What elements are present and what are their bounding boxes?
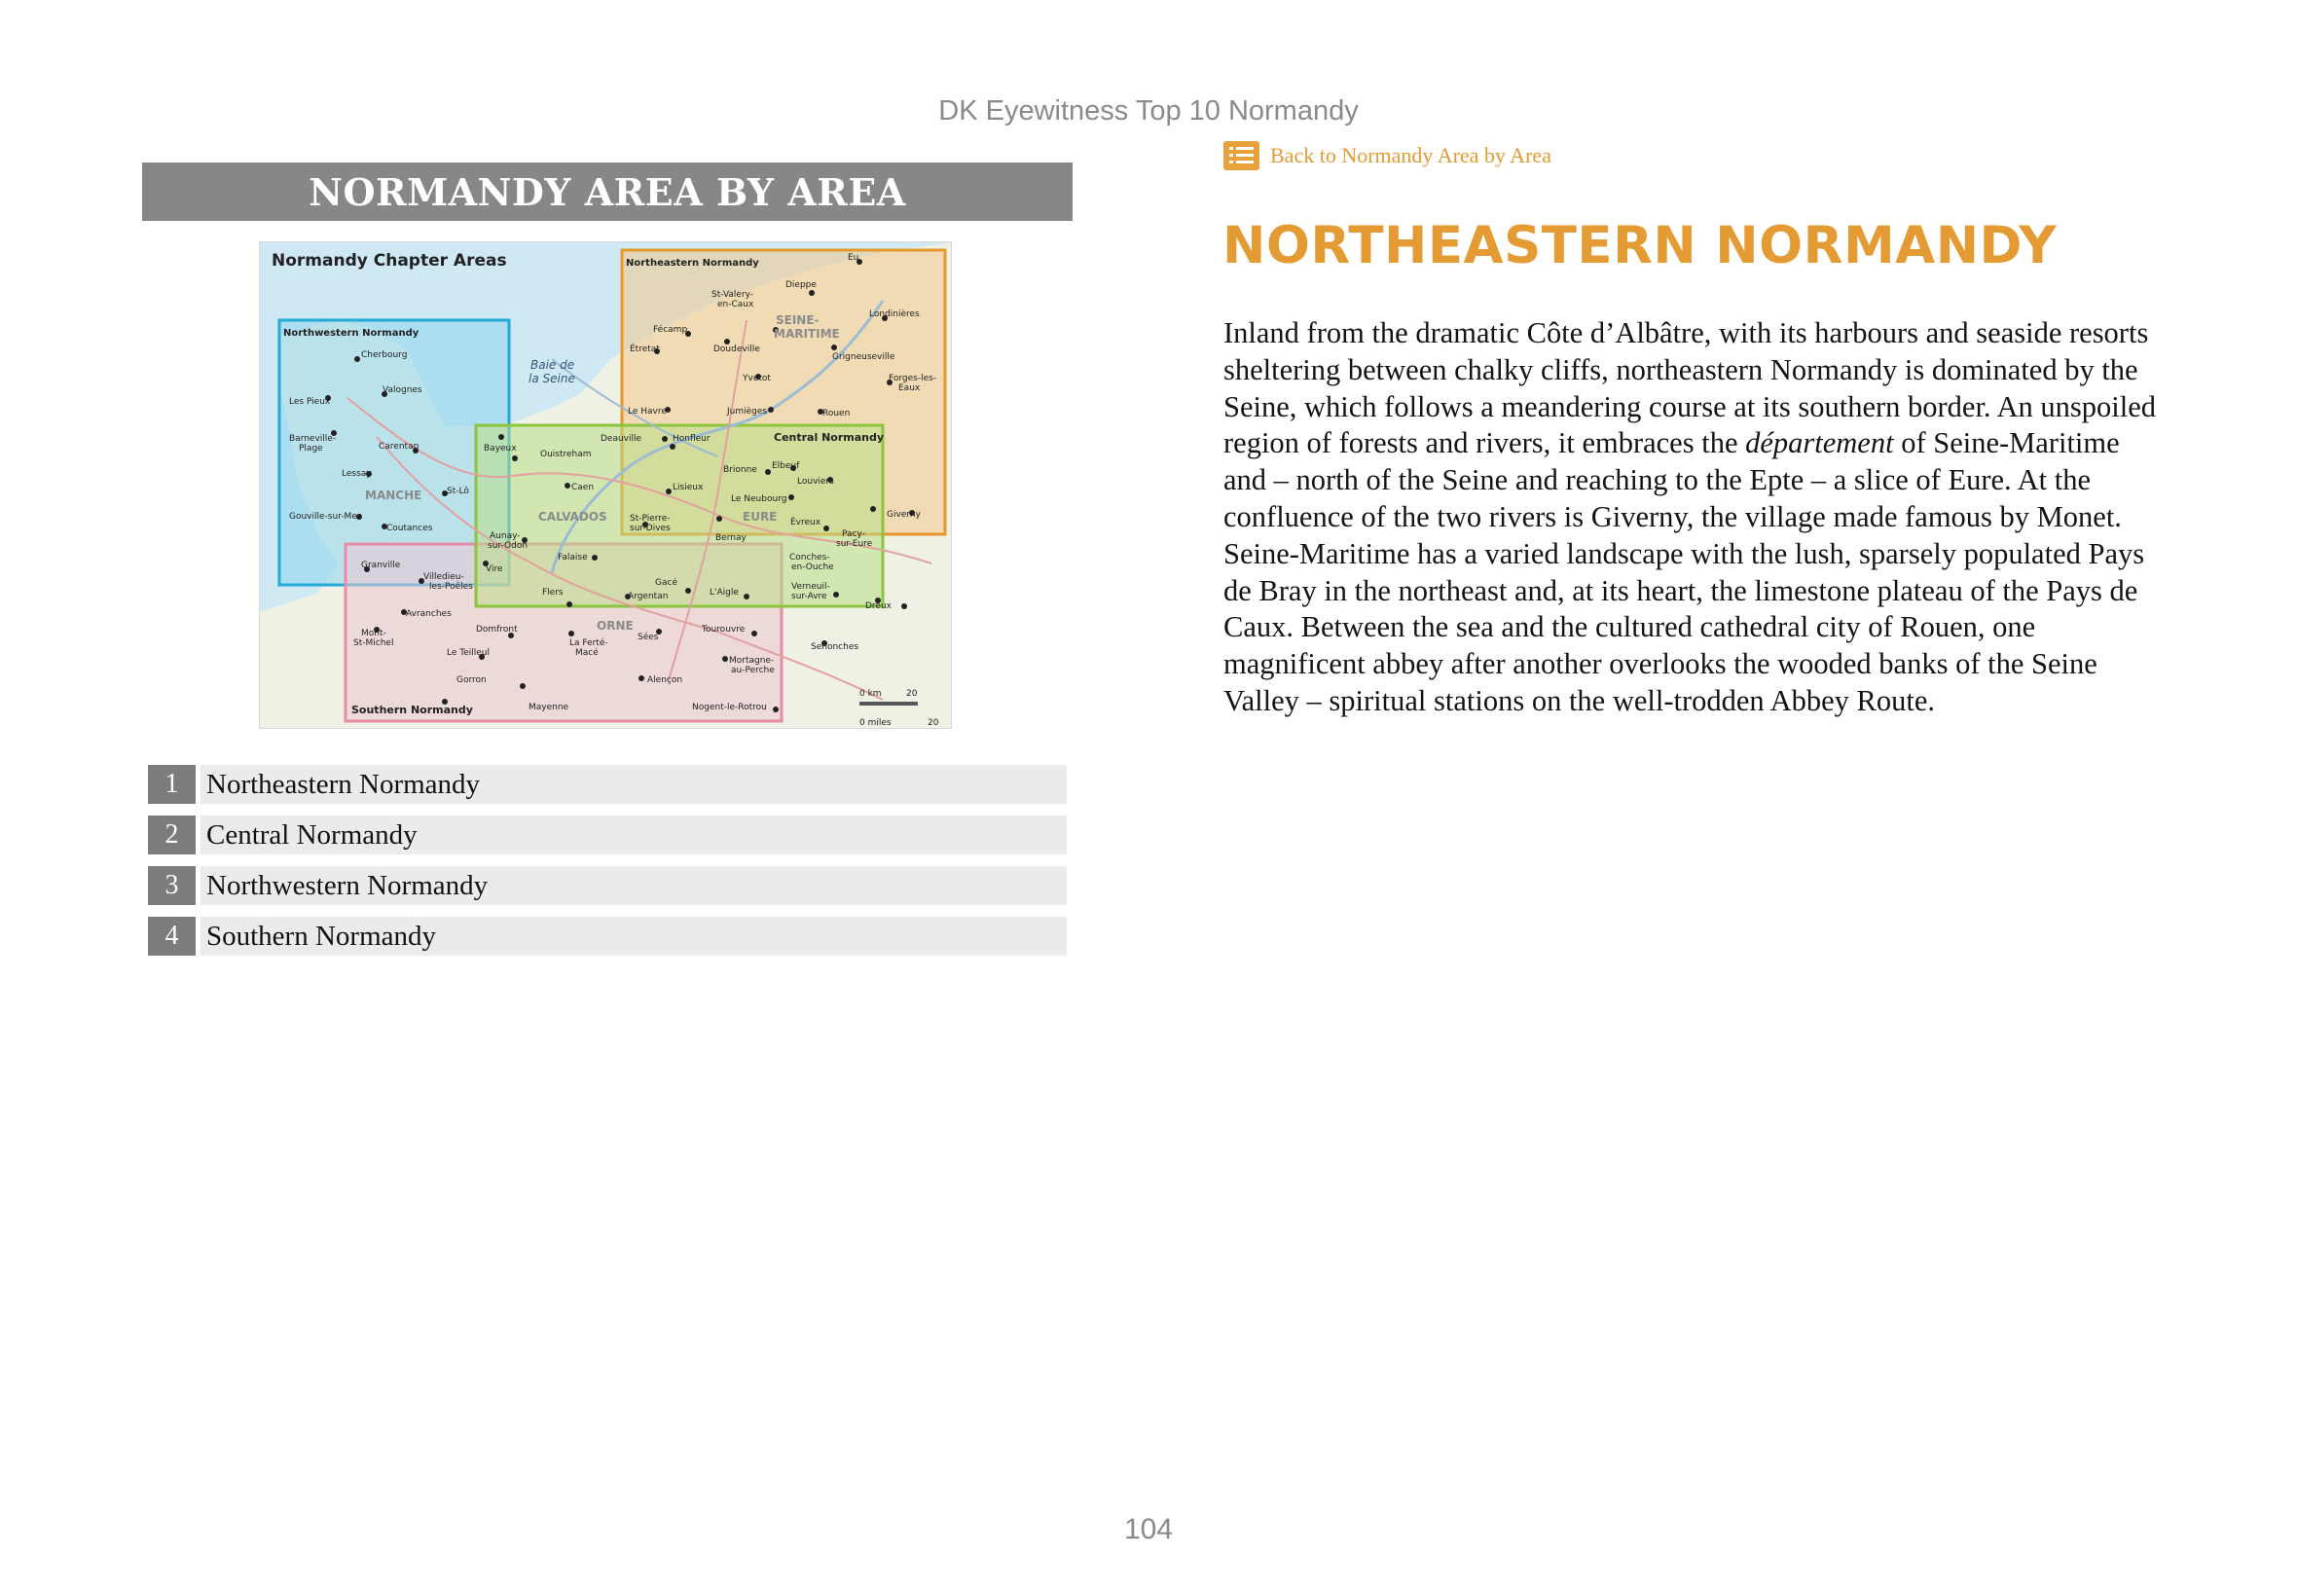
map-town-label: Valognes	[383, 385, 422, 395]
map-town-label: Forges-les-	[889, 374, 937, 383]
area-link-northeastern[interactable]	[148, 765, 1067, 804]
map-scale-label: 0 miles	[859, 718, 892, 728]
area-link-northwestern[interactable]	[148, 866, 1067, 905]
map-town-label: Senonches	[811, 642, 859, 652]
map-town-label: sur-Avre	[791, 592, 827, 601]
area-number: 4	[148, 917, 196, 956]
list-icon	[1223, 141, 1259, 170]
map-town-label: Dieppe	[785, 280, 817, 290]
area-number: 2	[148, 816, 196, 854]
map-town-label: Brionne	[723, 465, 757, 475]
map-town-label: Mayenne	[529, 703, 569, 712]
map-town-label: Macé	[575, 648, 599, 658]
map-town-label: Le Havre	[628, 407, 667, 417]
map-town-label: les-Poêles	[429, 582, 473, 592]
map-town-label: Mortagne-	[729, 656, 775, 666]
map-region-label: Northeastern Normandy	[626, 258, 759, 269]
map-town-label: Elbeuf	[772, 461, 800, 471]
map-department-label: ORNE	[597, 619, 634, 633]
map-town-label: Plage	[299, 444, 323, 453]
page-number: 104	[1123, 1513, 1174, 1545]
area-list	[148, 765, 1067, 967]
map-town-label: St-Lô	[447, 487, 469, 496]
map-town-label: au-Perche	[731, 666, 775, 675]
map-town-label: sur-Eure	[836, 539, 873, 549]
map-department-label: CALVADOS	[538, 510, 607, 524]
map-department-label: MANCHE	[365, 489, 422, 502]
map-department-label: EURE	[743, 510, 778, 524]
map-town-label: Étretat	[630, 345, 660, 354]
map-town-label: Pacy-	[842, 529, 865, 539]
map-town-label: Londinières	[869, 309, 920, 319]
map-town-label: sur-Dives	[630, 524, 671, 533]
map-scale-label: 0 km	[859, 689, 882, 699]
area-number: 1	[148, 765, 196, 804]
map-town-label: Ouistreham	[540, 450, 592, 459]
map-town-label: Lessay	[342, 469, 372, 479]
map-town-label: Bayeux	[484, 444, 517, 453]
map-town-label: Barneville-	[289, 434, 337, 444]
map-town-label: Carentan	[379, 442, 419, 452]
map-town-label: Flers	[542, 588, 564, 598]
area-link-southern[interactable]	[148, 917, 1067, 956]
map-town-label: Bernay	[715, 533, 747, 543]
map-town-label: Eu	[848, 253, 859, 263]
map-town-label: Conches-	[789, 553, 830, 562]
map-scale-bar	[859, 702, 918, 706]
map-town-label: Domfront	[476, 625, 518, 635]
map-town-label: Lisieux	[673, 483, 704, 492]
map-town-label: Vire	[486, 564, 503, 574]
map-town-label: Le Neubourg	[731, 494, 787, 504]
map-scale-value: 20	[928, 718, 939, 728]
area-label: Central Normandy	[201, 816, 1067, 854]
map-town-label: Yvetot	[743, 374, 771, 383]
area-number: 3	[148, 866, 196, 905]
map-sea-label: Baie de	[530, 358, 575, 372]
area-link-central[interactable]	[148, 816, 1067, 854]
map-town-label: Doudeville	[713, 345, 760, 354]
body-paragraph	[1223, 315, 2158, 720]
map-town-label: Sées	[638, 633, 659, 642]
map-town-label: Verneuil-	[791, 582, 830, 592]
map-town-label: Évreux	[790, 518, 821, 527]
map-town-label: Dreux	[865, 601, 892, 611]
body-text-part: of Seine-Maritime and – north of the Seine and reaching to the Epte – a slice of Eure. At the confluence of the two rivers is Giverny, the village made famous by Monet. Seine-Maritime has a varied landscape with the lush, sparsely populated Pays de Bray in the northeast and, at its heart, the limestone plateau of the Pays de Caux. Between the sea and the cultured cathedral city of Rouen, one magnificent abbey after another overlooks the wooded banks of the Seine Valley – spiritual stations on the well-trodden Abbey Route.	[1223, 426, 2145, 717]
chapter-heading: NORTHEASTERN NORMANDY	[1222, 216, 2058, 275]
map-town-label: Honfleur	[673, 434, 711, 444]
map-town-label: Tourouvre	[702, 625, 746, 635]
area-label: Northeastern Normandy	[201, 765, 1067, 804]
map-town-label: Aunay-	[490, 531, 521, 541]
map-region-label: Northwestern Normandy	[283, 328, 419, 339]
map-town-label: en-Caux	[717, 300, 754, 309]
map-department-label: SEINE-	[776, 313, 820, 327]
map-town-label: Mont-	[361, 629, 386, 638]
body-text-part: Inland from the dramatic Côte d’Albâtre, with its harbours and seaside resorts sheltering between chalky cliffs, northeastern Normandy is dominated by the Seine, which follows a meandering course at its southern border. An unspoiled region of forests and rivers, it embraces the	[1223, 316, 2157, 460]
map-town-label: en-Ouche	[791, 562, 834, 572]
map-town-label: St-Pierre-	[630, 514, 671, 524]
map-town-label: Le Teilleul	[447, 648, 491, 658]
map-town-label: St-Michel	[353, 638, 394, 648]
back-link-label: Back to Normandy Area by Area	[1270, 143, 1551, 167]
map-town-label: St-Valery-	[711, 290, 754, 300]
map-town-label: Gouville-sur-Mer	[289, 512, 361, 522]
map-town-label: L'Aigle	[710, 588, 739, 598]
area-label: Southern Normandy	[201, 917, 1067, 956]
map-town-label: Grigneuseville	[832, 352, 895, 362]
map-town-label: Alençon	[647, 675, 683, 685]
map-town-label: Argentan	[628, 592, 669, 601]
area-map	[259, 241, 952, 729]
map-town-label: Coutances	[386, 524, 433, 533]
map-town-label: Les Pieux	[289, 397, 331, 407]
back-to-area-link[interactable]	[1223, 141, 1551, 170]
map-town-label: Giverny	[887, 510, 921, 520]
map-town-label: Rouen	[822, 409, 851, 418]
map-town-label: Cherbourg	[361, 350, 408, 360]
section-banner: NORMANDY AREA BY AREA	[142, 163, 1073, 221]
map-town-label: Jumièges	[727, 407, 768, 417]
map-town-label: La Ferté-	[569, 638, 608, 648]
map-region-label: Southern Normandy	[351, 704, 473, 716]
map-town-label: Falaise	[558, 553, 588, 562]
map-town-label: Fécamp	[653, 325, 688, 335]
map-town-label: Gorron	[456, 675, 487, 685]
map-town-label: Nogent-le-Rotrou	[692, 703, 767, 712]
map-town-label: Deauville	[601, 434, 642, 444]
map-town-label: Louviers	[797, 477, 834, 487]
map-town-label: Avranches	[406, 609, 452, 619]
body-text-italic: département	[1745, 426, 1894, 460]
map-town-label: Eaux	[898, 383, 921, 393]
map-scale-value: 20	[906, 689, 918, 699]
map-town-label: Granville	[361, 561, 401, 570]
map-region-label: Central Normandy	[774, 431, 885, 444]
area-label: Northwestern Normandy	[201, 866, 1067, 905]
map-town-label: Gacé	[655, 578, 677, 588]
map-town-label: Villedieu-	[423, 572, 464, 582]
map-town-label: sur-Odon	[488, 541, 529, 551]
book-title: DK Eyewitness Top 10 Normandy	[938, 95, 1359, 127]
map-sea-label: la Seine	[529, 372, 575, 385]
map-town-label: Caen	[571, 483, 595, 492]
map-title: Normandy Chapter Areas	[272, 251, 507, 271]
map-department-label: MARITIME	[774, 327, 840, 341]
